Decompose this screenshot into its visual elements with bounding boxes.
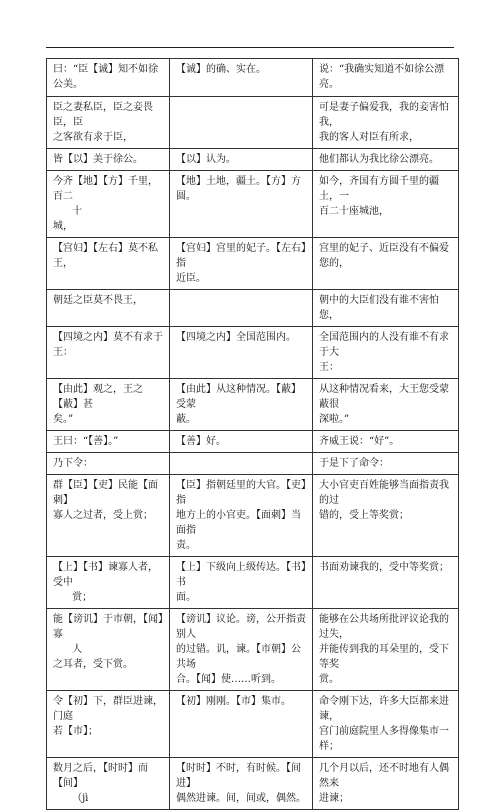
table-row xyxy=(47,475,459,557)
translation-cell: 他们都认为我比徐公漂亮。 xyxy=(313,149,459,171)
table-row xyxy=(47,327,459,379)
translation-cell: 宫里的妃子、近臣没有不偏爱您的， xyxy=(313,238,459,290)
table-row xyxy=(47,431,459,453)
original-text-cell: 曰：“臣【诚】知不如徐公美。 xyxy=(47,59,170,97)
translation-cell: 从这种情况看来，大王您受蒙蔽很 深啦。” xyxy=(313,379,459,431)
table-row xyxy=(47,379,459,431)
table-row xyxy=(47,290,459,327)
table-row xyxy=(47,453,459,475)
original-text-cell: 乃下令： xyxy=(47,453,170,475)
annotation-cell: 【以】认为。 xyxy=(170,149,313,171)
annotation-cell xyxy=(170,97,313,149)
translation-cell: 齐威王说：“好”。 xyxy=(313,431,459,453)
header-rule xyxy=(46,47,454,48)
table-row xyxy=(47,758,459,810)
annotation-cell: 【时时】不时，有时候。【间进】 偶然进谏。间，间或，偶然。 xyxy=(170,758,313,810)
translation-cell: 全国范围内的人没有谁不有求于大 王： xyxy=(313,327,459,379)
translation-cell: 命令刚下达，许多大臣都来进谏， 宫门前庭院里人多得像集市一样； xyxy=(313,691,459,758)
original-text-cell: 【宫妇】【左右】莫不私王， xyxy=(47,238,170,290)
annotation-cell: 【四境之内】全国范围内。 xyxy=(170,327,313,379)
table-row xyxy=(47,238,459,290)
annotation-cell: 【谤讥】议论。谤，公开指责别人 的过错。讥，谏。【市朝】公共场 合。【闻】使……听到。 xyxy=(170,609,313,691)
annotation-cell: 【善】好。 xyxy=(170,431,313,453)
translation-cell: 如今，齐国有方圆千里的疆土，一 百二十座城池， xyxy=(313,171,459,238)
translation-cell: 几个月以后，还不时地有人偶然来 进谏； xyxy=(313,758,459,810)
translation-cell: 于是下了命令： xyxy=(313,453,459,475)
original-text-cell: 朝廷之臣莫不畏王， xyxy=(47,290,170,327)
original-text-cell: 群【臣】【吏】民能【面刺】 寡人之过者，受上赏； xyxy=(47,475,170,557)
original-text-cell: 皆【以】美于徐公。 xyxy=(47,149,170,171)
annotation-cell xyxy=(170,453,313,475)
translation-cell: 大小官吏百姓能够当面指责我的过 错的，受上等奖赏； xyxy=(313,475,459,557)
annotation-cell: 【上】下级向上级传达。【书】书 面。 xyxy=(170,557,313,609)
translation-cell: 能够在公共场所批评议论我的过失， 并能传到我的耳朵里的，受下等奖 赏。 xyxy=(313,609,459,691)
original-text-cell: 【四境之内】莫不有求于王： xyxy=(47,327,170,379)
annotation-cell xyxy=(170,290,313,327)
original-text-cell: 王曰：“【善】。” xyxy=(47,431,170,453)
annotation-cell: 【臣】指朝廷里的大官。【吏】指 地方上的小官吏。【面刺】当面指 责。 xyxy=(170,475,313,557)
table-row xyxy=(47,171,459,238)
annotation-cell: 【宫妇】宫里的妃子。【左右】指 近臣。 xyxy=(170,238,313,290)
annotation-cell: 【诚】的确、实在。 xyxy=(170,59,313,97)
table-row xyxy=(47,609,459,691)
translation-cell: 朝中的大臣们没有谁不害怕您， xyxy=(313,290,459,327)
translation-cell: 说：“我确实知道不如徐公漂亮。 xyxy=(313,59,459,97)
original-text-cell: 臣之妻私臣，臣之妾畏臣，臣 之客欲有求于臣， xyxy=(47,97,170,149)
annotation-cell: 【地】土地，疆土。【方】方圆。 xyxy=(170,171,313,238)
table-row xyxy=(47,59,459,97)
translation-cell: 可是妻子偏爱我，我的妾害怕我， 我的客人对臣有所求， xyxy=(313,97,459,149)
translation-cell: 书面劝谏我的，受中等奖赏； xyxy=(313,557,459,609)
table-row xyxy=(47,691,459,758)
table-body xyxy=(47,59,459,810)
original-text-cell: 今齐【地】【方】千里，百二 十 城， xyxy=(47,171,170,238)
translation-table xyxy=(46,58,459,810)
original-text-cell: 能【谤讥】于市朝，【闻】寡 人 之耳者，受下赏。 xyxy=(47,609,170,691)
table-row xyxy=(47,97,459,149)
table-row xyxy=(47,149,459,171)
original-text-cell: 令【初】下，群臣进谏，门庭 若【市】； xyxy=(47,691,170,758)
table-row xyxy=(47,557,459,609)
annotation-cell: 【初】刚刚。【市】集市。 xyxy=(170,691,313,758)
original-text-cell: 【上】【书】谏寡人者，受中 赏； xyxy=(47,557,170,609)
annotation-cell: 【由此】从这种情况。【蔽】受蒙 蔽。 xyxy=(170,379,313,431)
original-text-cell: 数月之后，【时时】而【间】 （jì xyxy=(47,758,170,810)
original-text-cell: 【由此】观之，王之【蔽】甚 矣。” xyxy=(47,379,170,431)
